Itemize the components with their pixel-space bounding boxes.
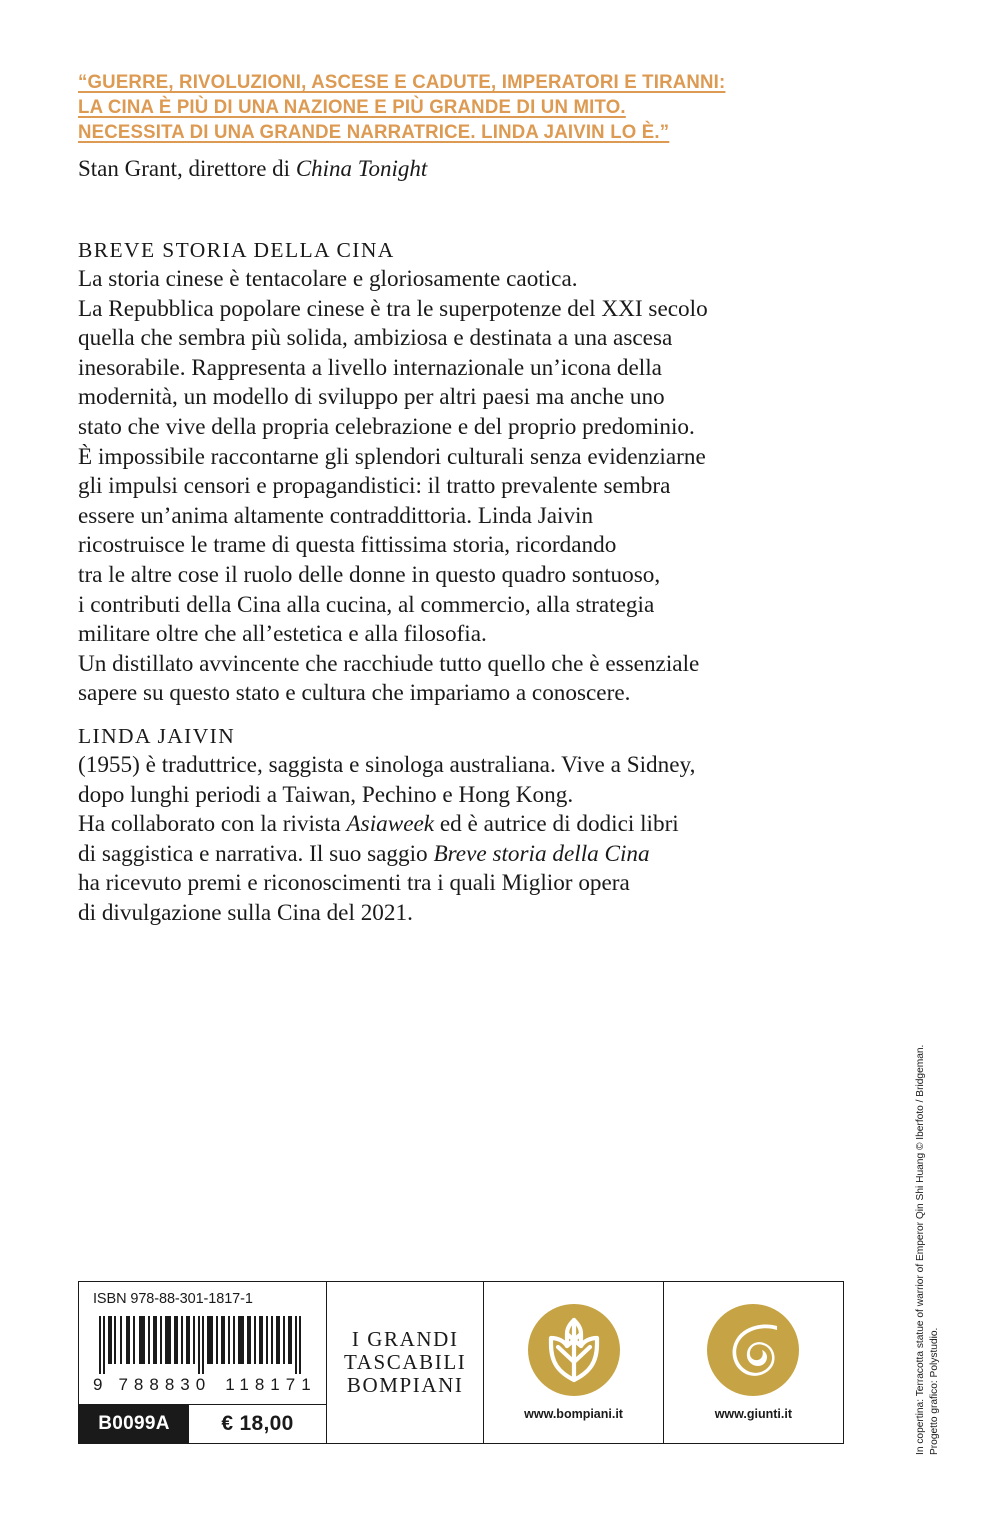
blurb-line: La storia cinese è tentacolare e gloriosamente caotica. bbox=[78, 266, 578, 292]
imprint-panel bbox=[327, 1282, 484, 1443]
blurb-line: sapere su questo stato e cultura che impariamo a conoscere. bbox=[78, 680, 631, 707]
barcode-digits bbox=[93, 1375, 317, 1395]
publisher-panel-bompiani bbox=[484, 1282, 663, 1443]
blurb-heading: BREVE STORIA DELLA CINA bbox=[78, 238, 395, 262]
product-code: B0099A bbox=[79, 1405, 189, 1443]
cover-image-credit: In copertina: Terracotta statue of warrior of Emperor Qin Shi Huang © Iberfoto / Bridgeman. bbox=[914, 1044, 926, 1455]
bio-line bbox=[78, 840, 878, 870]
bio-line: dopo lunghi periodi a Taiwan, Pechino e Hong Kong. bbox=[78, 781, 574, 808]
bio-text: Ha collaborato con la rivista bbox=[78, 811, 347, 838]
barcode-digit-left: 9 bbox=[93, 1375, 105, 1394]
blurb-line: militare oltre che all’estetica e alla filosofia. bbox=[78, 621, 487, 648]
publisher-footer-bar bbox=[78, 1281, 844, 1444]
giunti-logo-group bbox=[707, 1304, 799, 1421]
blurb-line: essere un’anima altamente contraddittoria. Linda Jaivin bbox=[78, 502, 594, 529]
bio-magazine-title: Asiaweek bbox=[346, 811, 435, 838]
attribution-publication: China Tonight bbox=[295, 156, 428, 181]
bio-book-title: Breve storia della Cina bbox=[433, 840, 650, 867]
giunti-website-url[interactable]: www.giunti.it bbox=[714, 1407, 792, 1421]
imprint-wordmark bbox=[344, 1328, 466, 1397]
publisher-panel-giunti bbox=[664, 1282, 843, 1443]
review-attribution bbox=[78, 154, 868, 184]
imprint-line-1: I GRANDI bbox=[351, 1327, 459, 1351]
review-quote-line-1: “GUERRE, RIVOLUZIONI, ASCESE E CADUTE, IMPERATORI E TIRANNI: bbox=[78, 71, 726, 93]
blurb-line: inesorabile. Rappresenta a livello internazionale un’icona della bbox=[78, 354, 662, 381]
blurb-block bbox=[78, 236, 878, 709]
blurb-line: ricostruisce le trame di questa fittissima storia, ricordando bbox=[78, 532, 617, 559]
bompiani-website-url[interactable]: www.bompiani.it bbox=[524, 1407, 623, 1421]
imprint-line-3: BOMPIANI bbox=[346, 1373, 464, 1397]
graphic-design-credit: Progetto grafico: Polystudio. bbox=[928, 1327, 940, 1455]
review-quote-line-2: LA CINA È PIÙ DI UNA NAZIONE E PIÙ GRANDE DI UN MITO. bbox=[78, 96, 626, 118]
blurb-line: modernità, un modello di sviluppo per altri paesi ma anche uno bbox=[78, 384, 665, 411]
author-bio-block bbox=[78, 722, 878, 929]
imprint-line-2: TASCABILI bbox=[344, 1350, 467, 1374]
barcode-area bbox=[79, 1282, 326, 1404]
blurb-line: quella che sembra più solida, ambiziosa e destinata a una ascesa bbox=[78, 325, 673, 352]
bompiani-tulip-logo-icon bbox=[528, 1304, 620, 1396]
bio-text: ed è autrice di dodici libri bbox=[434, 811, 679, 838]
barcode-digit-group-1: 788830 bbox=[118, 1375, 212, 1394]
attribution-text: Stan Grant, direttore di bbox=[78, 156, 296, 181]
barcode-digit-group-2: 118171 bbox=[225, 1375, 317, 1394]
bio-line bbox=[78, 810, 878, 840]
price-label: € 18,00 bbox=[189, 1405, 326, 1443]
author-name-heading: LINDA JAIVIN bbox=[78, 724, 236, 748]
review-quote-line-3: NECESSITA DI UNA GRANDE NARRATRICE. LINDA JAIVIN LO È.” bbox=[78, 121, 670, 143]
blurb-line: La Repubblica popolare cinese è tra le superpotenze del XXI secolo bbox=[78, 295, 708, 322]
blurb-line: È impossibile raccontarne gli splendori culturali senza evidenziarne bbox=[78, 443, 706, 470]
isbn-barcode-panel bbox=[79, 1282, 327, 1443]
review-quote-block bbox=[78, 70, 868, 184]
ean13-barcode bbox=[93, 1312, 312, 1374]
blurb-line: stato che vive della propria celebrazione e del proprio predominio. bbox=[78, 413, 695, 440]
bio-line: di divulgazione sulla Cina del 2021. bbox=[78, 899, 413, 926]
blurb-line: Un distillato avvincente che racchiude tutto quello che è essenziale bbox=[78, 650, 700, 677]
isbn-label: ISBN 978-88-301-1817-1 bbox=[93, 1291, 253, 1307]
bio-text: di saggistica e narrativa. Il suo saggio bbox=[78, 840, 434, 867]
cover-credits bbox=[913, 985, 941, 1455]
bio-line: ha ricevuto premi e riconoscimenti tra i quali Miglior opera bbox=[78, 870, 630, 897]
giunti-spiral-logo-icon bbox=[707, 1304, 799, 1396]
bompiani-logo-group bbox=[524, 1304, 623, 1421]
code-price-row bbox=[79, 1404, 326, 1443]
blurb-line: i contributi della Cina alla cucina, al commercio, alla strategia bbox=[78, 591, 655, 618]
bio-line: (1955) è traduttrice, saggista e sinologa australiana. Vive a Sidney, bbox=[78, 752, 696, 778]
blurb-line: gli impulsi censori e propagandistici: il tratto prevalente sembra bbox=[78, 473, 671, 500]
blurb-line: tra le altre cose il ruolo delle donne in questo quadro sontuoso, bbox=[78, 561, 661, 588]
